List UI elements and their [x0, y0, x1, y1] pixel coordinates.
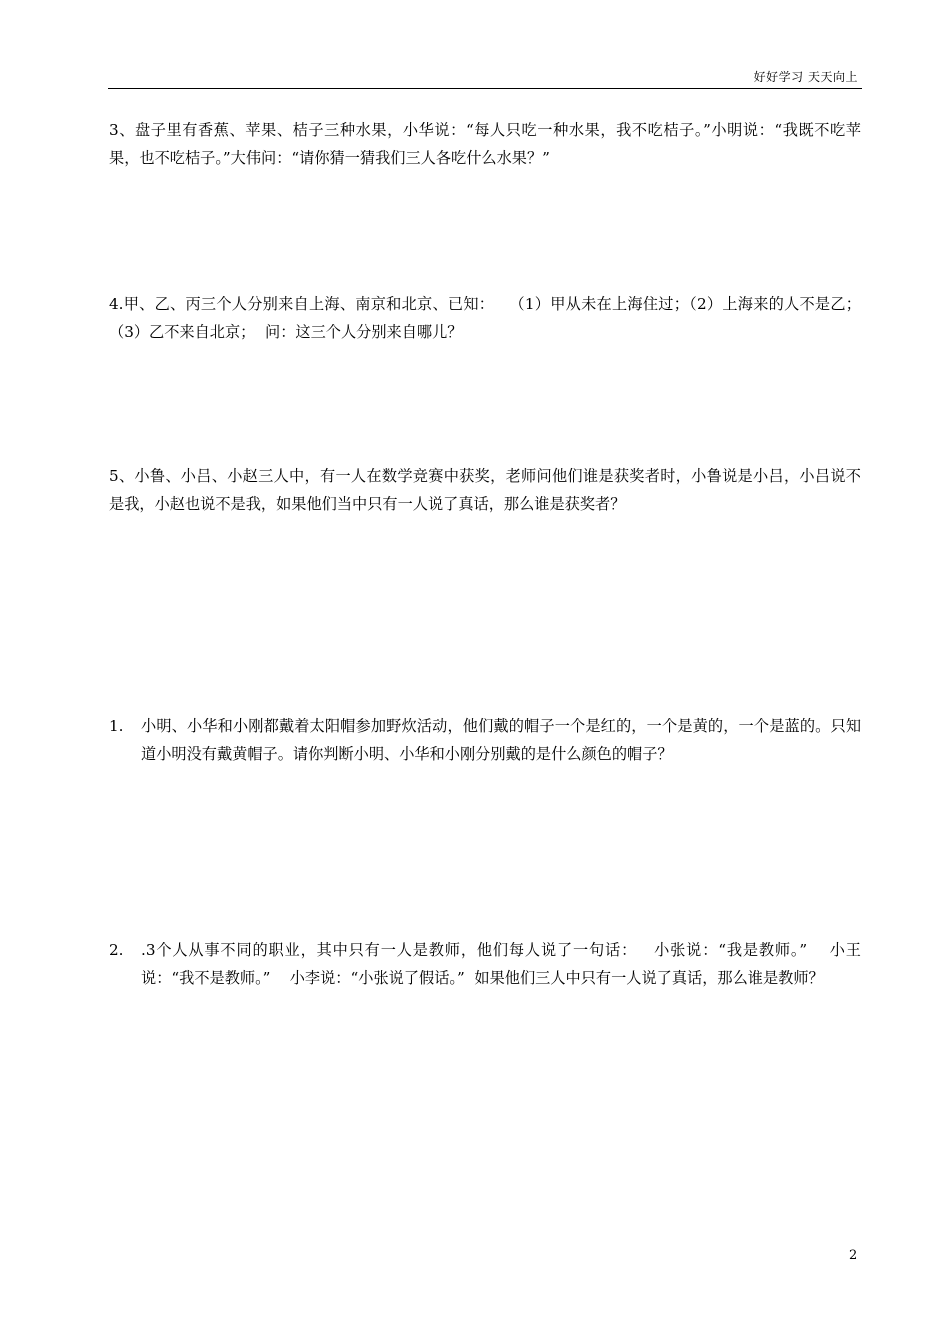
question-number: 2.: [109, 941, 124, 959]
question-3: 3、盘子里有香蕉、苹果、桔子三种水果，小华说：“每人只吃一种水果，我不吃桔子。”小明说：“我既不吃苹果，也不吃桔子。”大伟问：“请你猜一猜我们三人各吃什么水果？”: [109, 121, 861, 167]
question-text: .3个人从事不同的职业，其中只有一人是教师，他们每人说了一句话： 小张说：“我是教师。” 小王说：“我不是教师。” 小李说：“小张说了假话。” 如果他们三人中只有一人说了真话，那么谁是教师？: [141, 941, 861, 987]
numbered-question-2: [109, 936, 861, 992]
question-text: 小明、小华和小刚都戴着太阳帽参加野炊活动，他们戴的帽子一个是红的，一个是黄的，一个是蓝的。只知道小明没有戴黄帽子。请你判断小明、小华和小刚分别戴的是什么颜色的帽子？: [141, 717, 861, 763]
question-5: 5、小鲁、小吕、小赵三人中，有一人在数学竞赛中获奖，老师问他们谁是获奖者时，小鲁说是小吕，小吕说不是我，小赵也说不是我，如果他们当中只有一人说了真话，那么谁是获奖者？: [109, 467, 861, 513]
header-divider: [108, 88, 862, 89]
page-number: 2: [849, 1248, 858, 1263]
page-header-text: 好好学习 天天向上: [753, 70, 858, 84]
question-4: 4.甲、乙、丙三个人分别来自上海、南京和北京、已知： （1）甲从未在上海住过；（2）上海来的人不是乙； （3）乙不来自北京； 问：这三个人分别来自哪儿？: [109, 295, 881, 341]
numbered-question-1: [109, 712, 861, 768]
question-number: 1.: [109, 717, 124, 735]
